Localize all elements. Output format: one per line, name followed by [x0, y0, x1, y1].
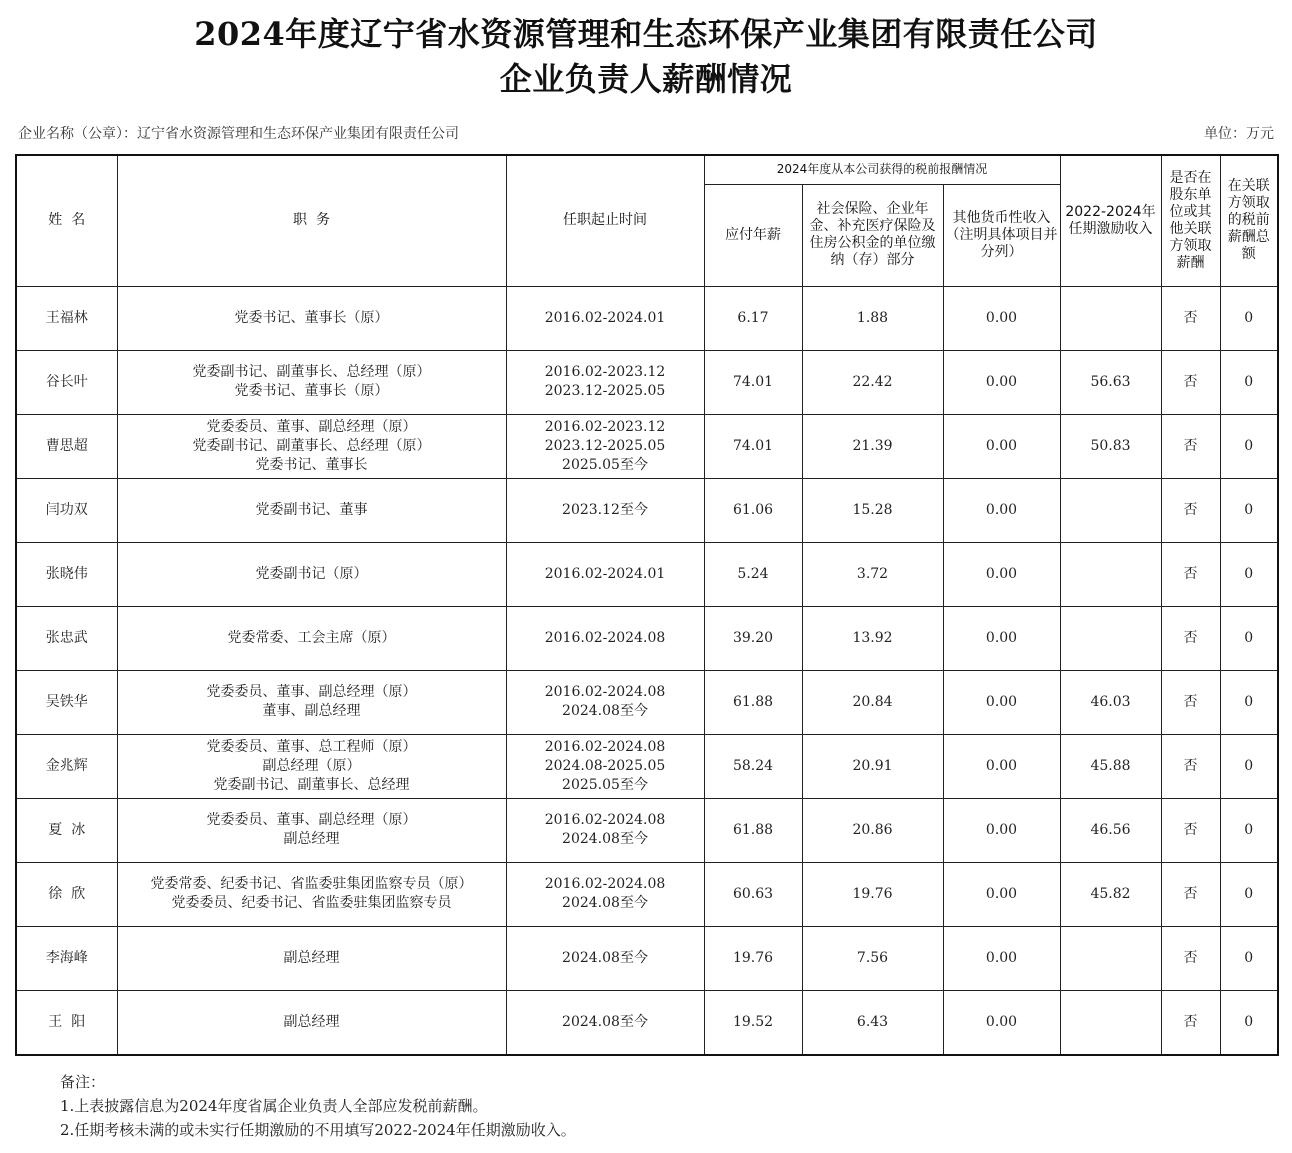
cell-position	[117, 478, 506, 542]
cell-social: 6.43	[802, 990, 943, 1055]
document-subtitle: 企业负责人薪酬情况	[499, 60, 793, 98]
cell-position-line: 董事、副总经理	[262, 703, 361, 719]
cell-position	[117, 350, 506, 414]
cell-other: 0.00	[943, 734, 1060, 798]
cell-term	[506, 286, 704, 350]
cell-term-line: 2016.02-2024.08	[544, 876, 666, 892]
cell-position	[117, 926, 506, 990]
cell-position	[117, 798, 506, 862]
cell-other: 0.00	[943, 542, 1060, 606]
cell-position-line: 党委常委、工会主席（原）	[227, 629, 396, 646]
cell-related: 否	[1161, 670, 1220, 734]
cell-related: 否	[1161, 414, 1220, 478]
cell-position-line: 党委委员、董事、副总经理（原）	[206, 418, 417, 435]
cell-position-line: 党委常委、纪委书记、省监委驻集团监察专员（原）	[150, 876, 473, 892]
cell-related-amount: 0	[1220, 990, 1278, 1055]
cell-salary: 61.88	[704, 798, 802, 862]
header-related-amount: 在关联方领取的税前薪酬总额	[1220, 155, 1278, 286]
compensation-table	[15, 154, 1279, 1056]
cell-position	[117, 542, 506, 606]
cell-position-line: 副总经理	[283, 949, 340, 966]
cell-other: 0.00	[943, 670, 1060, 734]
cell-related: 否	[1161, 798, 1220, 862]
cell-term	[506, 926, 704, 990]
company-name-label: 企业名称（公章）：辽宁省水资源管理和生态环保产业集团有限责任公司	[18, 126, 459, 142]
cell-name: 闫功双	[16, 478, 117, 542]
table-row	[16, 862, 1278, 926]
cell-term	[506, 350, 704, 414]
cell-salary: 61.88	[704, 670, 802, 734]
note-item: 1.上表披露信息为2024年度省属企业负责人全部应发税前薪酬。	[60, 1097, 488, 1115]
cell-term	[506, 862, 704, 926]
cell-related-amount: 0	[1220, 478, 1278, 542]
cell-salary: 19.76	[704, 926, 802, 990]
cell-social: 20.86	[802, 798, 943, 862]
cell-other: 0.00	[943, 286, 1060, 350]
cell-related-amount: 0	[1220, 926, 1278, 990]
cell-name: 李海峰	[16, 926, 117, 990]
cell-related: 否	[1161, 286, 1220, 350]
cell-other: 0.00	[943, 798, 1060, 862]
cell-name: 曹思超	[16, 414, 117, 478]
table-row	[16, 734, 1278, 798]
cell-incentive	[1060, 926, 1161, 990]
cell-term-line: 2024.08至今	[562, 703, 648, 719]
cell-term-line: 2016.02-2023.12	[544, 364, 666, 380]
cell-related: 否	[1161, 734, 1220, 798]
cell-social: 22.42	[802, 350, 943, 414]
cell-other: 0.00	[943, 414, 1060, 478]
cell-related: 否	[1161, 862, 1220, 926]
cell-social: 1.88	[802, 286, 943, 350]
cell-term-line: 2023.12-2025.05	[544, 437, 666, 454]
cell-position-line: 党委副书记、副董事长、总经理（原）	[192, 364, 431, 380]
cell-related: 否	[1161, 990, 1220, 1055]
cell-social: 19.76	[802, 862, 943, 926]
table-row	[16, 606, 1278, 670]
cell-salary: 61.06	[704, 478, 802, 542]
cell-term-line: 2016.02-2024.08	[544, 684, 666, 700]
cell-position	[117, 286, 506, 350]
header-name: 姓 名	[16, 155, 117, 286]
cell-term	[506, 670, 704, 734]
cell-salary: 60.63	[704, 862, 802, 926]
cell-position-line: 党委副书记、董事	[255, 501, 368, 518]
table-row	[16, 990, 1278, 1055]
table-row	[16, 926, 1278, 990]
cell-salary: 58.24	[704, 734, 802, 798]
cell-term-line: 2016.02-2024.01	[544, 565, 666, 582]
cell-position-line: 党委副书记（原）	[255, 565, 368, 582]
cell-incentive: 46.56	[1060, 798, 1161, 862]
cell-term	[506, 606, 704, 670]
table-row	[16, 670, 1278, 734]
cell-name: 张晓伟	[16, 542, 117, 606]
cell-name: 金兆辉	[16, 734, 117, 798]
cell-incentive	[1060, 606, 1161, 670]
cell-term-line: 2025.05至今	[562, 456, 648, 473]
notes-label: 备注：	[60, 1073, 106, 1091]
cell-other: 0.00	[943, 478, 1060, 542]
cell-name: 夏 冰	[16, 798, 117, 862]
cell-position-line: 副总经理	[283, 1013, 340, 1030]
cell-related-amount: 0	[1220, 734, 1278, 798]
cell-incentive: 46.03	[1060, 670, 1161, 734]
cell-position	[117, 862, 506, 926]
cell-term-line: 2016.02-2024.08	[544, 812, 666, 828]
cell-position	[117, 990, 506, 1055]
cell-term	[506, 542, 704, 606]
cell-term-line: 2024.08至今	[562, 949, 648, 966]
cell-related: 否	[1161, 926, 1220, 990]
unit-label: 单位：万元	[1204, 126, 1274, 142]
cell-other: 0.00	[943, 990, 1060, 1055]
cell-incentive	[1060, 990, 1161, 1055]
cell-term-line: 2023.12至今	[562, 501, 648, 518]
cell-related-amount: 0	[1220, 670, 1278, 734]
cell-position-line: 党委副书记、副董事长、总经理	[213, 776, 410, 793]
cell-term-line: 2016.02-2023.12	[544, 418, 666, 435]
cell-position	[117, 414, 506, 478]
cell-related: 否	[1161, 542, 1220, 606]
cell-salary: 74.01	[704, 414, 802, 478]
cell-term	[506, 990, 704, 1055]
cell-salary: 74.01	[704, 350, 802, 414]
header-social-insurance: 社会保险、企业年金、补充医疗保险及住房公积金的单位缴纳（存）部分	[802, 184, 943, 286]
header-other-income: 其他货币性收入（注明具体项目并分列）	[943, 184, 1060, 286]
cell-position-line: 党委书记、董事长	[255, 456, 368, 473]
cell-position	[117, 734, 506, 798]
cell-position-line: 副总经理	[283, 831, 340, 847]
header-annual-salary: 应付年薪	[704, 184, 802, 286]
note-item: 2.任期考核未满的或未实行任期激励的不用填写2022-2024年任期激励收入。	[60, 1121, 576, 1139]
cell-other: 0.00	[943, 862, 1060, 926]
cell-incentive	[1060, 478, 1161, 542]
cell-other: 0.00	[943, 926, 1060, 990]
table-body	[16, 286, 1278, 1055]
cell-position	[117, 606, 506, 670]
cell-term-line: 2024.08-2025.05	[544, 757, 666, 774]
cell-term	[506, 414, 704, 478]
cell-term	[506, 798, 704, 862]
cell-position-line: 党委委员、董事、副总经理（原）	[206, 684, 417, 700]
cell-position-line: 党委委员、董事、副总经理（原）	[206, 812, 417, 828]
header-term: 任职起止时间	[506, 155, 704, 286]
cell-social: 7.56	[802, 926, 943, 990]
cell-incentive	[1060, 286, 1161, 350]
cell-term	[506, 734, 704, 798]
cell-term-line: 2024.08至今	[562, 831, 648, 847]
document-title: 2024年度辽宁省水资源管理和生态环保产业集团有限责任公司	[194, 15, 1098, 53]
table-row	[16, 350, 1278, 414]
cell-social: 20.91	[802, 734, 943, 798]
cell-related-amount: 0	[1220, 542, 1278, 606]
notes-section	[60, 1070, 576, 1142]
cell-other: 0.00	[943, 350, 1060, 414]
cell-related-amount: 0	[1220, 286, 1278, 350]
cell-term-line: 2025.05至今	[562, 776, 648, 793]
cell-salary: 6.17	[704, 286, 802, 350]
cell-related-amount: 0	[1220, 798, 1278, 862]
cell-name: 王福林	[16, 286, 117, 350]
table-row	[16, 542, 1278, 606]
cell-position-line: 党委书记、董事长（原）	[234, 383, 389, 399]
cell-name: 徐 欣	[16, 862, 117, 926]
cell-term-line: 2023.12-2025.05	[544, 383, 666, 399]
cell-incentive: 56.63	[1060, 350, 1161, 414]
cell-social: 20.84	[802, 670, 943, 734]
cell-salary: 39.20	[704, 606, 802, 670]
cell-incentive	[1060, 542, 1161, 606]
cell-name: 吴铁华	[16, 670, 117, 734]
cell-incentive: 45.82	[1060, 862, 1161, 926]
cell-related-amount: 0	[1220, 414, 1278, 478]
cell-related-amount: 0	[1220, 606, 1278, 670]
cell-related: 否	[1161, 350, 1220, 414]
cell-name: 王 阳	[16, 990, 117, 1055]
cell-position	[117, 670, 506, 734]
header-pretax-group: 2024年度从本公司获得的税前报酬情况	[704, 155, 1060, 184]
cell-social: 15.28	[802, 478, 943, 542]
cell-related-amount: 0	[1220, 350, 1278, 414]
cell-salary: 19.52	[704, 990, 802, 1055]
cell-position-line: 副总经理（原）	[262, 757, 361, 774]
header-position: 职 务	[117, 155, 506, 286]
cell-name: 张忠武	[16, 606, 117, 670]
cell-position-line: 党委书记、董事长（原）	[234, 309, 389, 326]
cell-term	[506, 478, 704, 542]
cell-term-line: 2016.02-2024.08	[544, 738, 666, 755]
cell-other: 0.00	[943, 606, 1060, 670]
cell-incentive: 50.83	[1060, 414, 1161, 478]
cell-position-line: 党委委员、纪委书记、省监委驻集团监察专员	[171, 895, 452, 911]
cell-related: 否	[1161, 606, 1220, 670]
table-row	[16, 478, 1278, 542]
table-row	[16, 414, 1278, 478]
cell-term-line: 2016.02-2024.01	[544, 309, 666, 326]
cell-social: 3.72	[802, 542, 943, 606]
cell-term-line: 2024.08至今	[562, 895, 648, 911]
cell-related: 否	[1161, 478, 1220, 542]
cell-social: 13.92	[802, 606, 943, 670]
cell-incentive: 45.88	[1060, 734, 1161, 798]
cell-term-line: 2016.02-2024.08	[544, 629, 666, 646]
table-row	[16, 798, 1278, 862]
header-term-incentive: 2022-2024年任期激励收入	[1060, 155, 1161, 286]
cell-salary: 5.24	[704, 542, 802, 606]
cell-related-amount: 0	[1220, 862, 1278, 926]
cell-position-line: 党委委员、董事、总工程师（原）	[206, 738, 417, 755]
header-related-party: 是否在股东单位或其他关联方领取薪酬	[1161, 155, 1220, 286]
cell-position-line: 党委副书记、副董事长、总经理（原）	[192, 437, 431, 454]
cell-name: 谷长叶	[16, 350, 117, 414]
table-row	[16, 286, 1278, 350]
cell-social: 21.39	[802, 414, 943, 478]
cell-term-line: 2024.08至今	[562, 1013, 648, 1030]
